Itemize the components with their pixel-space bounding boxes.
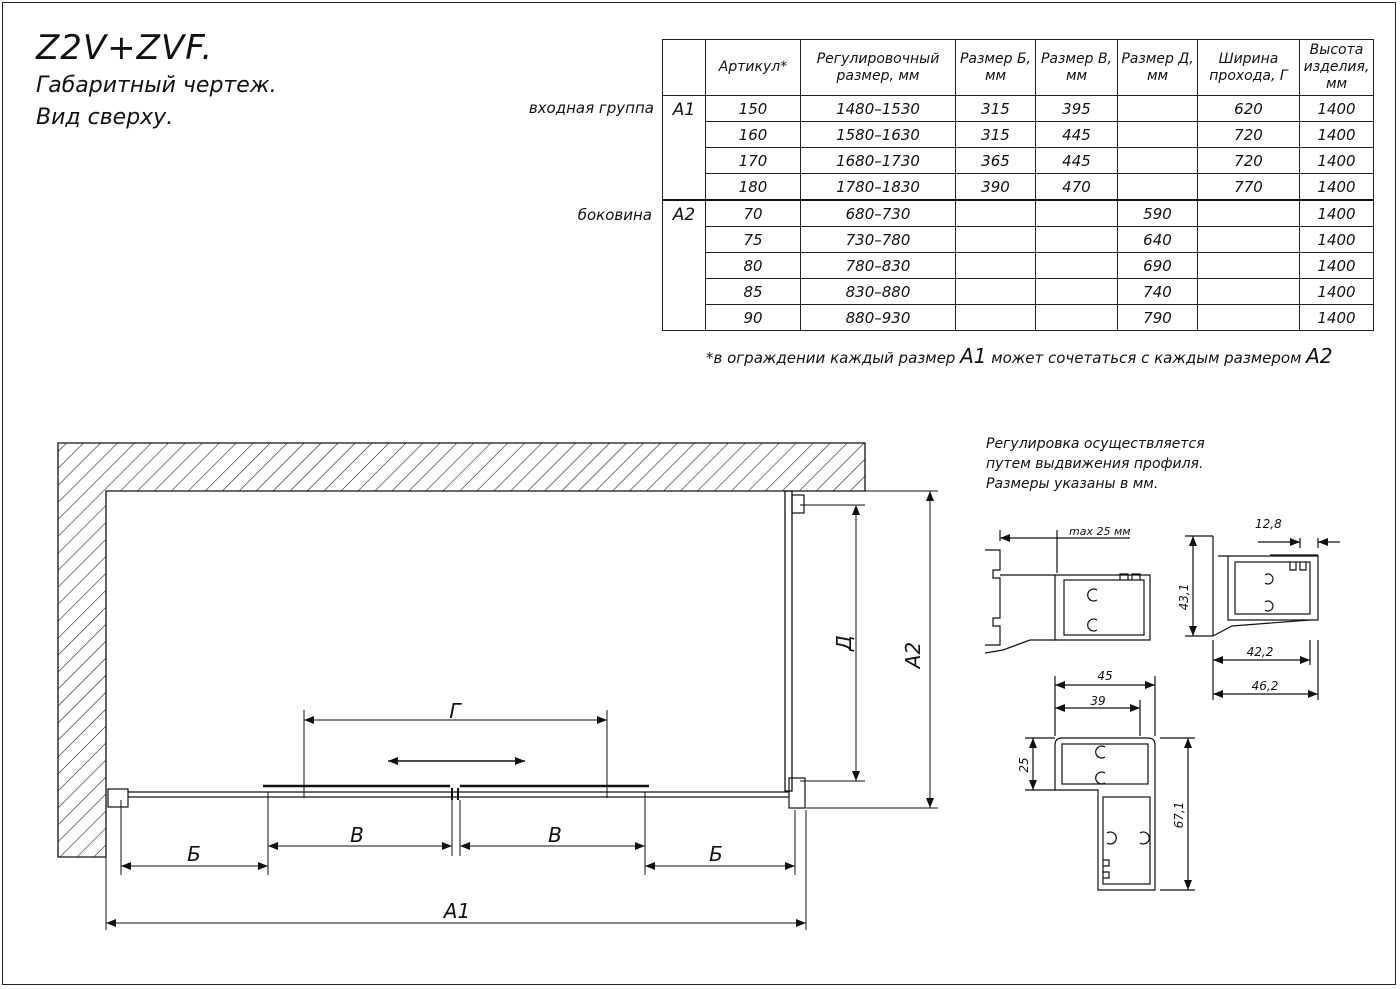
dimension-lines [106,491,938,930]
profile-3-labels [1017,669,1186,828]
label-d: Д [832,635,856,651]
table-cell: 390 [956,174,1036,201]
table-cell: 590 [1118,200,1198,227]
table-cell: 830–880 [801,279,956,305]
table-cell: 720 [1198,148,1300,174]
wall-hatch [58,443,865,857]
dim-46-2: 46,2 [1251,679,1279,693]
table-cell: 180 [706,174,801,201]
table-cell: 620 [1198,96,1300,122]
table-cell: 690 [1118,253,1198,279]
table-cell: 1400 [1300,122,1374,148]
table-cell: 395 [1036,96,1118,122]
table-cell: 1400 [1300,305,1374,331]
drawing-title: Z2V+ZVF. [36,28,214,68]
table-cell: 70 [706,200,801,227]
dim-43-1: 43,1 [1177,583,1191,611]
table-cell: 445 [1036,122,1118,148]
table-cell: 1480–1530 [801,96,956,122]
label-passage: Г [449,699,461,723]
group-code-cell: A1 [663,96,706,201]
note-line-3: Размеры указаны в мм. [986,476,1159,492]
table-cell: 90 [706,305,801,331]
header-passage: Ширина прохода, Г [1198,40,1300,96]
table-cell: 1580–1630 [801,122,956,148]
table-cell: 1400 [1300,279,1374,305]
dim-39: 39 [1090,694,1106,708]
header-height: Высота изделия, мм [1300,40,1374,96]
dim-45: 45 [1097,669,1113,683]
table-cell: 1400 [1300,148,1374,174]
dim-67-1: 67,1 [1172,801,1186,829]
dim-max25: max 25 мм [1069,525,1131,538]
table-cell: 80 [706,253,801,279]
header-article: Артикул* [706,40,801,96]
dim-42-2: 42,2 [1246,645,1274,659]
table-cell: 365 [956,148,1036,174]
label-b-right: Б [709,842,723,866]
group-label-entry: входная группа [528,99,654,117]
note-line-2: путем выдвижения профиля. [986,456,1204,472]
table-cell: 720 [1198,122,1300,148]
profile-section-corner [1025,676,1195,890]
profile-section-wall [1185,536,1340,700]
table-cell: 1400 [1300,227,1374,253]
table-cell: 780–830 [801,253,956,279]
table-cell: 1400 [1300,253,1374,279]
header-size-d: Размер Д, мм [1118,40,1198,96]
drawing-subtitle-1: Габаритный чертеж. [36,73,277,98]
footnote-text-2: может сочетаться с каждым размером [986,349,1307,367]
label-a1: A1 [443,899,471,923]
table-cell: 75 [706,227,801,253]
table-cell: 160 [706,122,801,148]
footnote-text-1: *в ограждении каждый размер [706,349,961,367]
dimension-labels [187,635,925,923]
table-cell: 640 [1118,227,1198,253]
table-cell: 770 [1198,174,1300,201]
table-cell: 1400 [1300,200,1374,227]
table-cell: 790 [1118,305,1198,331]
label-b-left: Б [187,842,201,866]
table-cell: 1680–1730 [801,148,956,174]
table-cell: 740 [1118,279,1198,305]
footnote-a1: A1 [960,344,987,368]
table-cell: 315 [956,96,1036,122]
label-v-left: В [350,823,364,847]
table-cell: 1780–1830 [801,174,956,201]
table-cell: 1400 [1300,174,1374,201]
table-cell: 170 [706,148,801,174]
drawing-subtitle-2: Вид сверху. [36,105,174,130]
dim-12-8: 12,8 [1255,517,1282,531]
table-cell: 730–780 [801,227,956,253]
group-label-side: боковина [577,206,652,224]
header-size-v: Размер В, мм [1036,40,1118,96]
header-size-b: Размер Б, мм [956,40,1036,96]
note-line-1: Регулировка осуществляется [986,436,1205,452]
table-cell: 85 [706,279,801,305]
table-cell: 470 [1036,174,1118,201]
label-a2: A2 [901,641,925,669]
footnote-a2: A2 [1306,344,1333,368]
dim-25: 25 [1017,757,1031,773]
header-adjust: Регулировочный размер, мм [801,40,956,96]
group-code-cell: A2 [663,200,706,331]
profile-section-sliding [985,530,1150,653]
table-cell: 150 [706,96,801,122]
table-cell: 1400 [1300,96,1374,122]
table-cell: 680–730 [801,200,956,227]
table-cell: 880–930 [801,305,956,331]
table-cell: 445 [1036,148,1118,174]
table-cell: 315 [956,122,1036,148]
label-v-right: В [548,823,562,847]
